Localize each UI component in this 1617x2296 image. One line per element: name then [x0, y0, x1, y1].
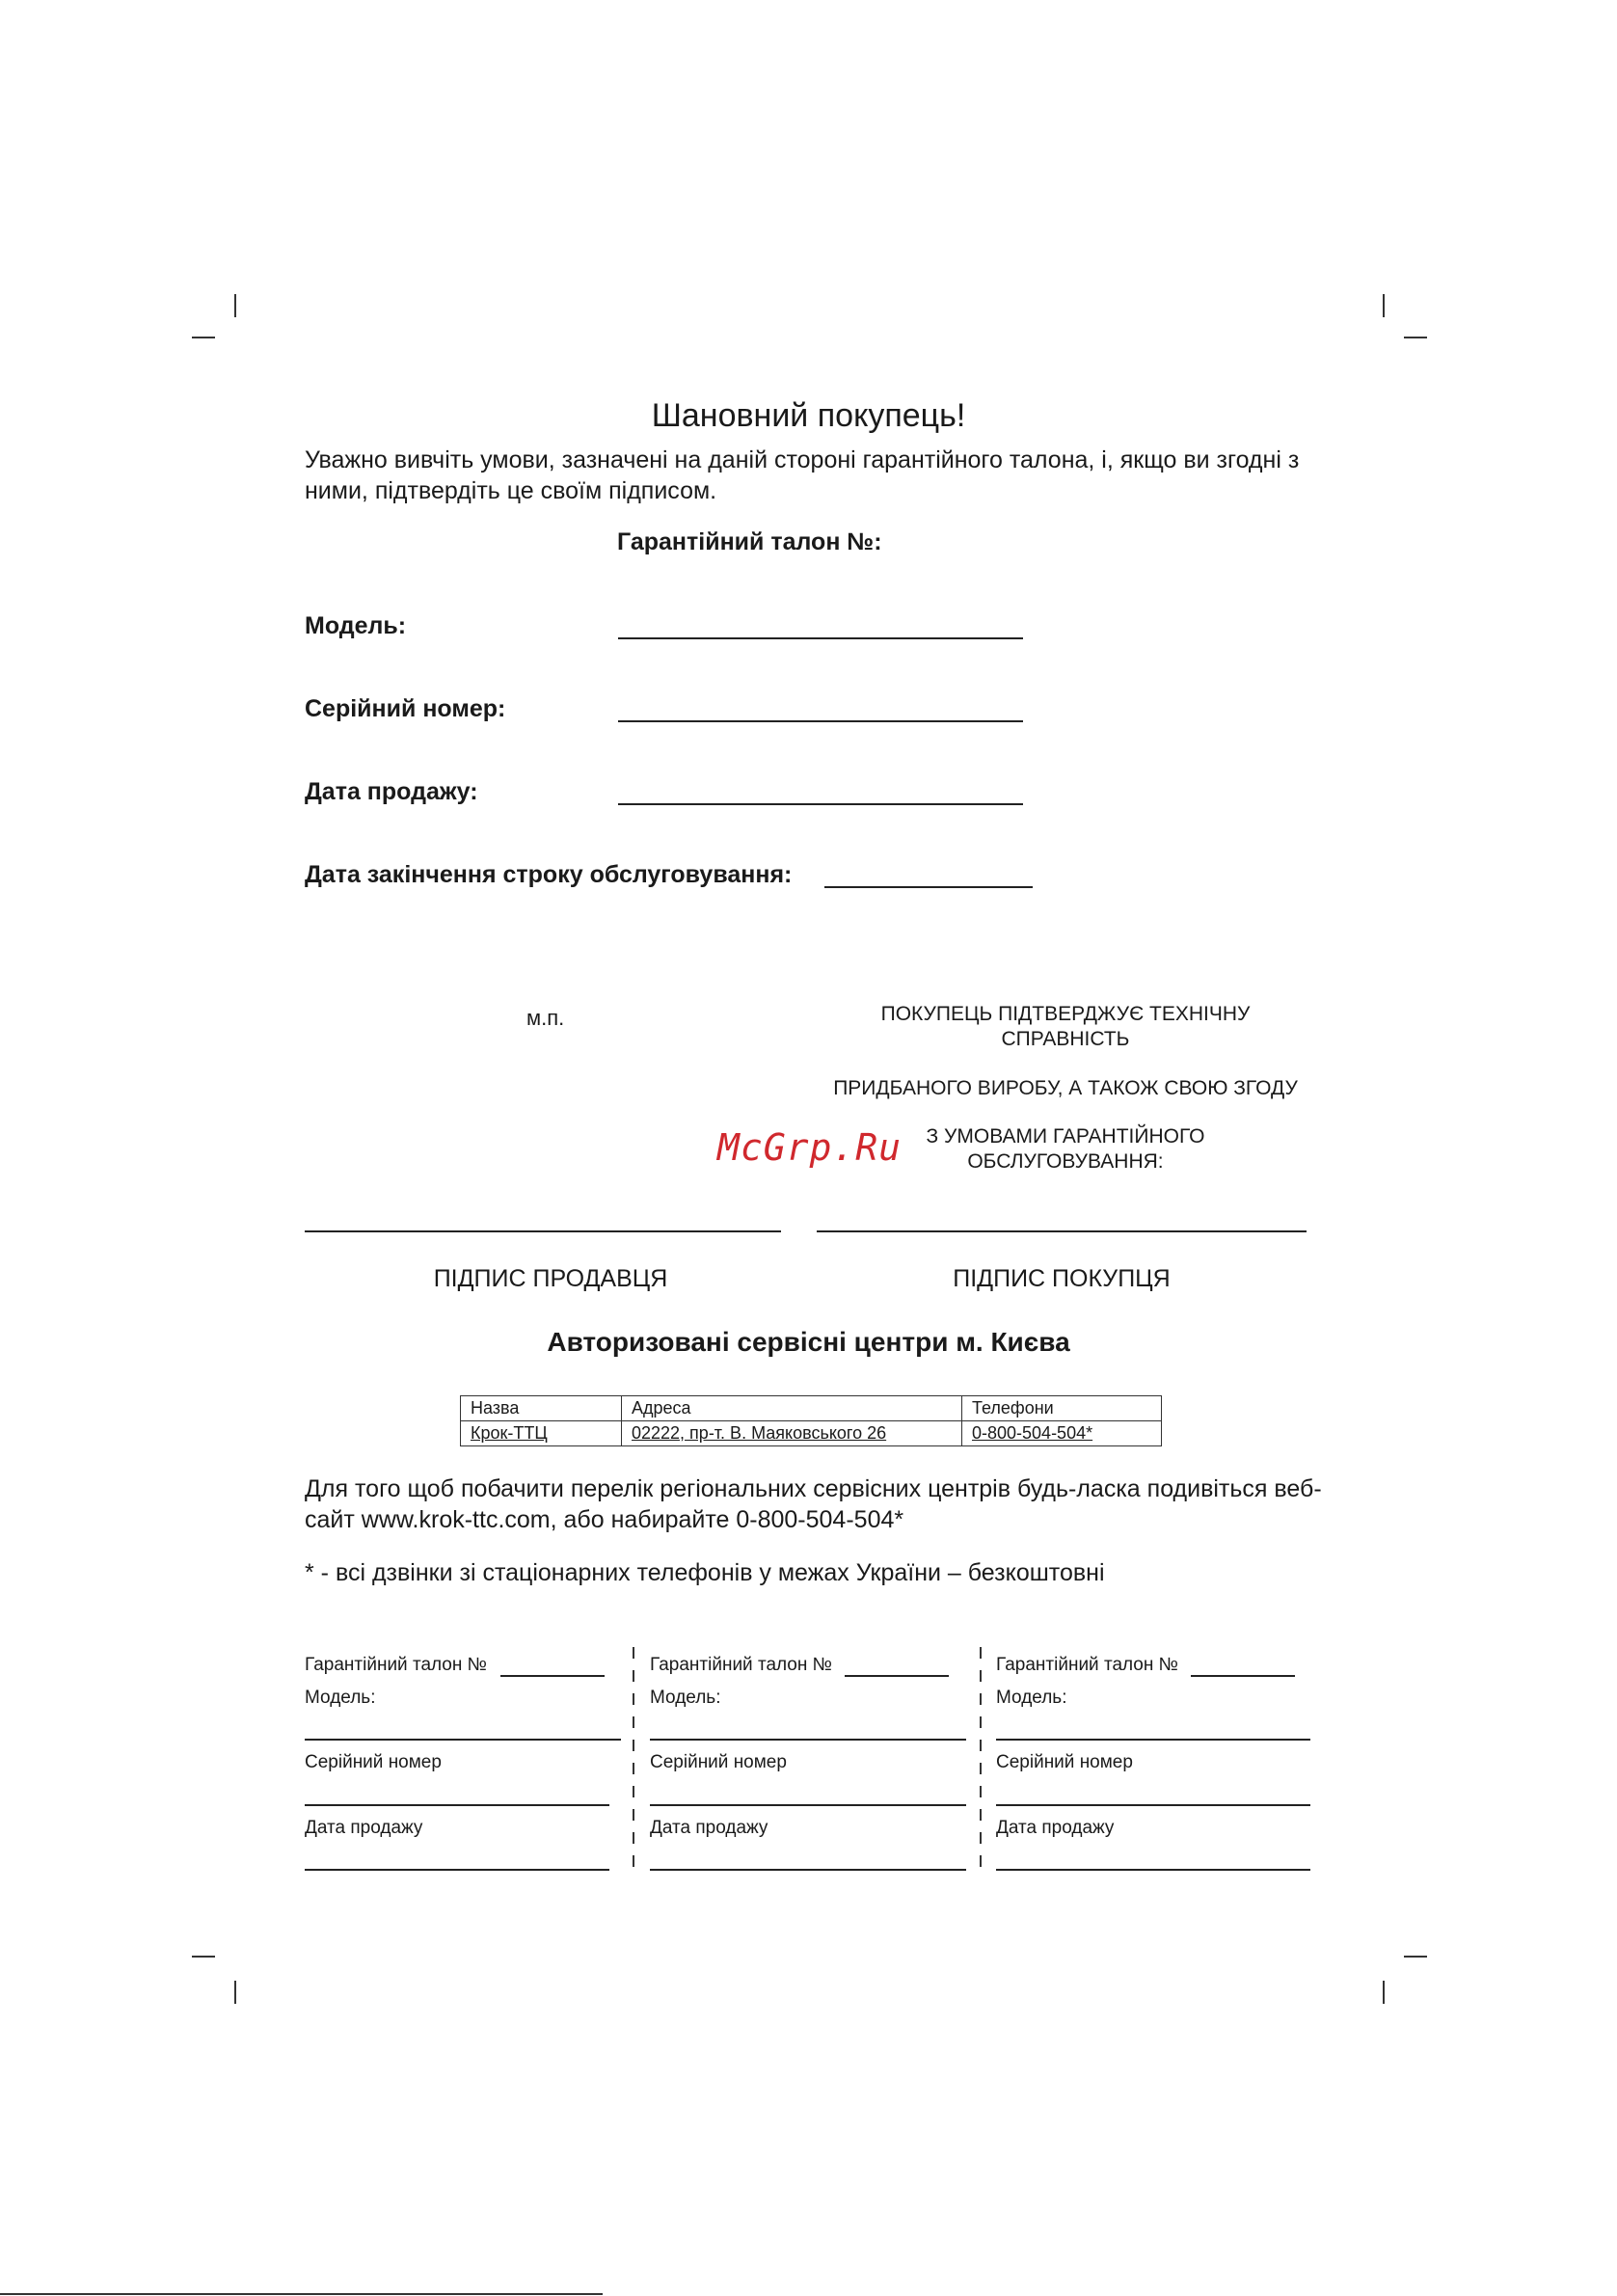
- seller-signature-line[interactable]: [305, 1230, 781, 1232]
- crop-mark-bottom-right-v: [1383, 1981, 1385, 2004]
- buyer-signature-label: ПІДПИС ПОКУПЦЯ: [953, 1265, 1171, 1292]
- coupon1-number-line[interactable]: [500, 1675, 605, 1677]
- model-label: Модель:: [305, 612, 407, 639]
- buyer-confirm-line5: ОБСЛУГОВУВАННЯ:: [967, 1150, 1164, 1173]
- table-header-cell: Адреса: [622, 1396, 962, 1421]
- crop-mark-bottom-right-h: [1404, 1956, 1427, 1958]
- serial-line[interactable]: [618, 720, 1023, 722]
- crop-mark-top-right-v: [1383, 294, 1385, 317]
- service-phone-link[interactable]: 0-800-504-504*: [972, 1423, 1093, 1443]
- page-bottom-rule: [0, 2293, 603, 2295]
- coupon3-title: Гарантійний талон №: [996, 1655, 1179, 1675]
- coupon2-date-line[interactable]: [650, 1869, 966, 1871]
- coupon3-serial-label: Серійний номер: [996, 1752, 1133, 1772]
- table-header-row: [461, 1396, 1162, 1421]
- coupon1-title: Гарантійний талон №: [305, 1655, 488, 1675]
- coupon2-title: Гарантійний талон №: [650, 1655, 833, 1675]
- coupon3-number-line[interactable]: [1191, 1675, 1295, 1677]
- coupon2-date-label: Дата продажу: [650, 1818, 768, 1838]
- table-header-cell: Телефони: [962, 1396, 1162, 1421]
- coupon-divider-1: [633, 1647, 634, 1878]
- end-date-line[interactable]: [824, 886, 1033, 888]
- buyer-confirm-line3: ПРИДБАНОГО ВИРОБУ, А ТАКОЖ СВОЮ ЗГОДУ: [833, 1077, 1298, 1099]
- coupon2-number-line[interactable]: [845, 1675, 949, 1677]
- crop-mark-top-right-h: [1404, 337, 1427, 338]
- coupon2-serial-line[interactable]: [650, 1804, 966, 1806]
- end-date-label: Дата закінчення строку обслуговування:: [305, 861, 793, 888]
- sale-date-label: Дата продажу:: [305, 778, 478, 805]
- coupon3-serial-line[interactable]: [996, 1804, 1310, 1806]
- coupon3-date-label: Дата продажу: [996, 1818, 1115, 1838]
- footnote-text: * - всі дзвінки зі стаціонарних телефонів у межах України – безкоштовні: [305, 1559, 1105, 1586]
- crop-mark-bottom-left-v: [234, 1981, 236, 2004]
- coupon1-model-label: Модель:: [305, 1688, 376, 1708]
- coupon1-serial-line[interactable]: [305, 1804, 609, 1806]
- coupon2-model-label: Модель:: [650, 1688, 721, 1708]
- service-table: [460, 1395, 1162, 1446]
- buyer-confirm-line1: ПОКУПЕЦЬ ПІДТВЕРДЖУЄ ТЕХНІЧНУ: [880, 1003, 1251, 1025]
- table-cell: [622, 1421, 962, 1446]
- regional-centers-text: Для того щоб побачити перелік регіональних сервісних центрів будь-ласка подивіться веб-сайт www.krok-ttc.com, або набирайте 0-800-504-504*: [305, 1475, 1322, 1533]
- coupon1-model-line[interactable]: [305, 1739, 621, 1741]
- coupon1-serial-label: Серійний номер: [305, 1752, 442, 1772]
- watermark-logo: McGrp.Ru: [717, 1126, 903, 1169]
- service-name-link[interactable]: Крок-ТТЦ: [471, 1423, 548, 1443]
- coupon3-date-line[interactable]: [996, 1869, 1310, 1871]
- serial-label: Серійний номер:: [305, 695, 506, 722]
- service-centers-title: Авторизовані сервісні центри м. Києва: [547, 1327, 1070, 1357]
- table-cell: [461, 1421, 622, 1446]
- crop-mark-top-left-h: [192, 337, 215, 338]
- coupon-divider-2: [980, 1647, 982, 1878]
- sale-date-line[interactable]: [618, 803, 1023, 805]
- coupon3-model-line[interactable]: [996, 1739, 1310, 1741]
- buyer-confirm-line2: СПРАВНІСТЬ: [1001, 1028, 1130, 1050]
- crop-mark-bottom-left-h: [192, 1956, 215, 1958]
- table-cell: [962, 1421, 1162, 1446]
- buyer-signature-line[interactable]: [817, 1230, 1307, 1232]
- coupon3-model-label: Модель:: [996, 1688, 1067, 1708]
- model-line[interactable]: [618, 637, 1023, 639]
- page-title: Шановний покупець!: [651, 397, 966, 434]
- coupon1-date-line[interactable]: [305, 1869, 609, 1871]
- buyer-confirm-line4: З УМОВАМИ ГАРАНТІЙНОГО: [926, 1125, 1205, 1148]
- crop-mark-top-left-v: [234, 294, 236, 317]
- service-address-link[interactable]: 02222, пр-т. В. Маяковського 26: [632, 1423, 887, 1443]
- stamp-label: м.п.: [526, 1006, 565, 1030]
- coupon2-serial-label: Серійний номер: [650, 1752, 787, 1772]
- table-header-cell: Назва: [461, 1396, 622, 1421]
- intro-text: Уважно вивчіть умови, зазначені на даній стороні гарантійного талона, і, якщо ви згодні з ними, підтвердіть це своїм підписом.: [305, 446, 1300, 504]
- table-row: [461, 1421, 1162, 1446]
- coupon1-date-label: Дата продажу: [305, 1818, 423, 1838]
- warranty-number-label: Гарантійний талон №:: [617, 528, 882, 555]
- coupon2-model-line[interactable]: [650, 1739, 966, 1741]
- seller-signature-label: ПІДПИС ПРОДАВЦЯ: [433, 1265, 668, 1292]
